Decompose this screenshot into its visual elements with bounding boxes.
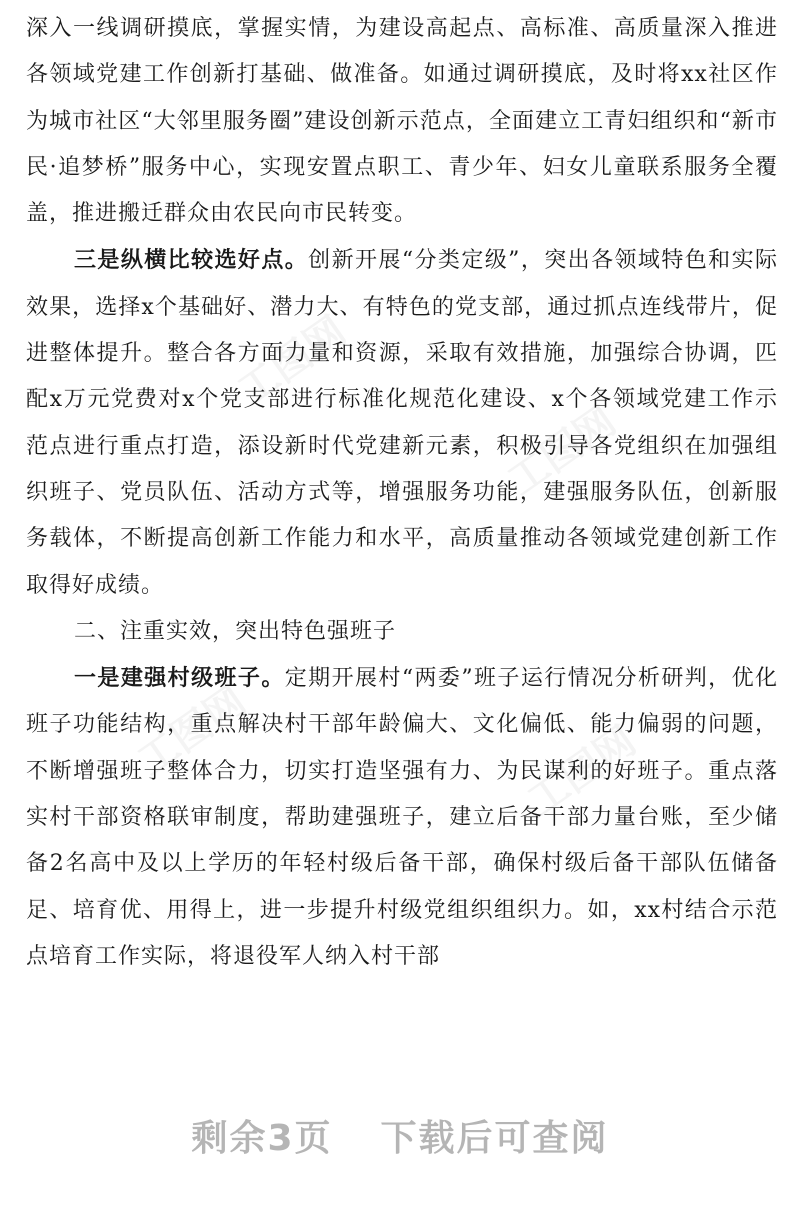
watermark: 工图网 [229,308,355,415]
paragraph-text: 定期开展村“两委”班子运行情况分析研判，优化班子功能结构，重点解决村干部年龄偏大、文化偏低、能力偏弱的问题，不断增强班子整体合力，切实打造坚强有力、为民谋利的好班子。重点落实村干部资格联审制度，帮助建强班子，建立后备干部力量台账，至少储备2名高中及以上学历的年轻村级后备干部，确保村级后备干部队伍储备足、培育优、用得上，进一步提升村级党组织组织力。如，xx村结合示范点培育工作实际，将退役军人纳入村干部 [26,666,778,969]
watermark: 工图网 [519,718,645,825]
download-prompt-label: 下载后可查阅 [380,1118,609,1159]
document-body [26,6,778,980]
paragraph-lead: 三是纵横比较选好点。 [74,247,309,274]
paragraph-lead: 一是建强村级班子。 [74,665,285,692]
body-paragraph [26,655,778,980]
body-paragraph [26,6,778,237]
section-heading: 二、注重实效，突出特色强班子 [74,618,397,644]
download-banner[interactable] [0,1110,800,1161]
paragraph-text: 深入一线调研摸底，掌握实情，为建设高起点、高标准、高质量深入推进各领域党建工作创新打基础、做准备。如通过调研摸底，及时将xx社区作为城市社区“大邻里服务圈”建设创新示范点，全面建立工青妇组织和“新市民·追梦桥”服务中心，实现安置点职工、青少年、妇女儿童联系服务全覆盖，推进搬迁群众由农民向市民转变。 [26,16,778,227]
remaining-pages-label: 剩余3页 [191,1118,333,1159]
body-paragraph [26,237,778,608]
watermark: 工图网 [499,398,625,505]
paragraph-text: 创新开展“分类定级”，突出各领域特色和实际效果，选择x个基础好、潜力大、有特色的党支部，通过抓点连线带片，促进整体提升。整合各方面力量和资源，采取有效措施，加强综合协调，匹配x万元党费对x个党支部进行标准化规范化建设、x个各领域党建工作示范点进行重点打造，添设新时代党建新元素，积极引导各党组织在加强组织班子、党员队伍、活动方式等，增强服务功能，建强服务队伍，创新服务载体，不断提高创新工作能力和水平，高质量推动各领域党建创新工作取得好成绩。 [26,248,778,598]
watermark: 工图网 [129,678,255,785]
